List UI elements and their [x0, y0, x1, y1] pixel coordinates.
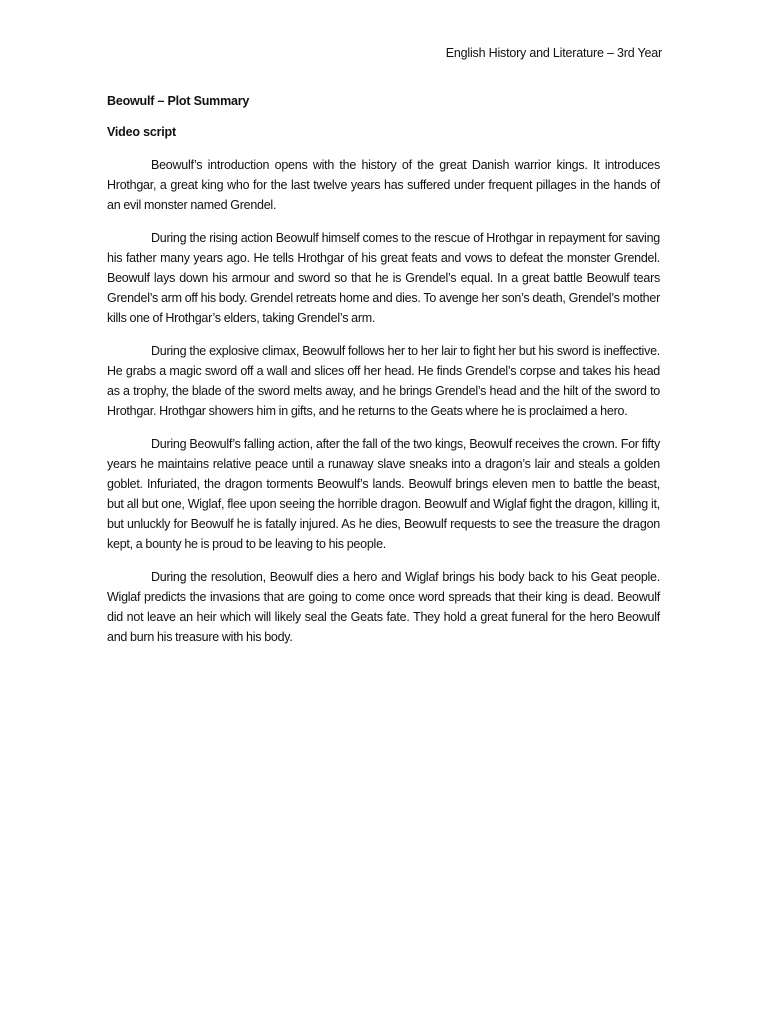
paragraph-rising-action: During the rising action Beowulf himself comes to the rescue of Hrothgar in repayment for saving his father many years ago. He tells Hrothgar of his great feats and vows to defeat the monster Grendel. Beowulf lays down his armour and sword so that he is Grendel’s equal. In a great battle Beowulf tears Grendel’s arm off his body. Grendel retreats home and dies. To avenge her son’s death, Grendel’s mother kills one of Hrothgar’s elders, taking Grendel’s arm. — [107, 231, 660, 325]
document-subtitle: Video script — [107, 125, 176, 139]
document-title: Beowulf – Plot Summary — [107, 94, 250, 108]
paragraph-falling-action: During Beowulf’s falling action, after the fall of the two kings, Beowulf receives the crown. For fifty years he maintains relative peace until a runaway slave sneaks into a dragon’s lair and steals a golden goblet. Infuriated, the dragon torments Beowulf’s lands. Beowulf brings eleven men to battle the beast, but all but one, Wiglaf, flee upon seeing the horrible dragon. Beowulf and Wiglaf fight the dragon, killing it, but unluckly for Beowulf he is fatally injured. As he dies, Beowulf requests to see the treasure the dragon kept, a bounty he is proud to be leaving to his people. — [107, 437, 660, 551]
document-body — [107, 155, 660, 660]
paragraph-introduction: Beowulf’s introduction opens with the history of the great Danish warrior kings. It introduces Hrothgar, a great king who for the last twelve years has suffered under frequent pillages in the hands of an evil monster named Grendel. — [107, 158, 660, 212]
page-header: English History and Literature – 3rd Year — [445, 46, 662, 60]
paragraph-resolution: During the resolution, Beowulf dies a hero and Wiglaf brings his body back to his Geat people. Wiglaf predicts the invasions that are going to come once word spreads that their king is dead. Beowulf did not leave an heir which will likely seal the Geats fate. They hold a great funeral for the hero Beowulf and burn his treasure with his body. — [107, 570, 660, 644]
paragraph-climax: During the explosive climax, Beowulf follows her to her lair to fight her but his sword is ineffective. He grabs a magic sword off a wall and slices off her head. He finds Grendel’s corpse and takes his head as a trophy, the blade of the sword melts away, and he brings Grendel’s head and the hilt of the sword to Hrothgar. Hrothgar showers him in gifts, and he returns to the Geats where he is proclaimed a hero. — [107, 344, 660, 418]
